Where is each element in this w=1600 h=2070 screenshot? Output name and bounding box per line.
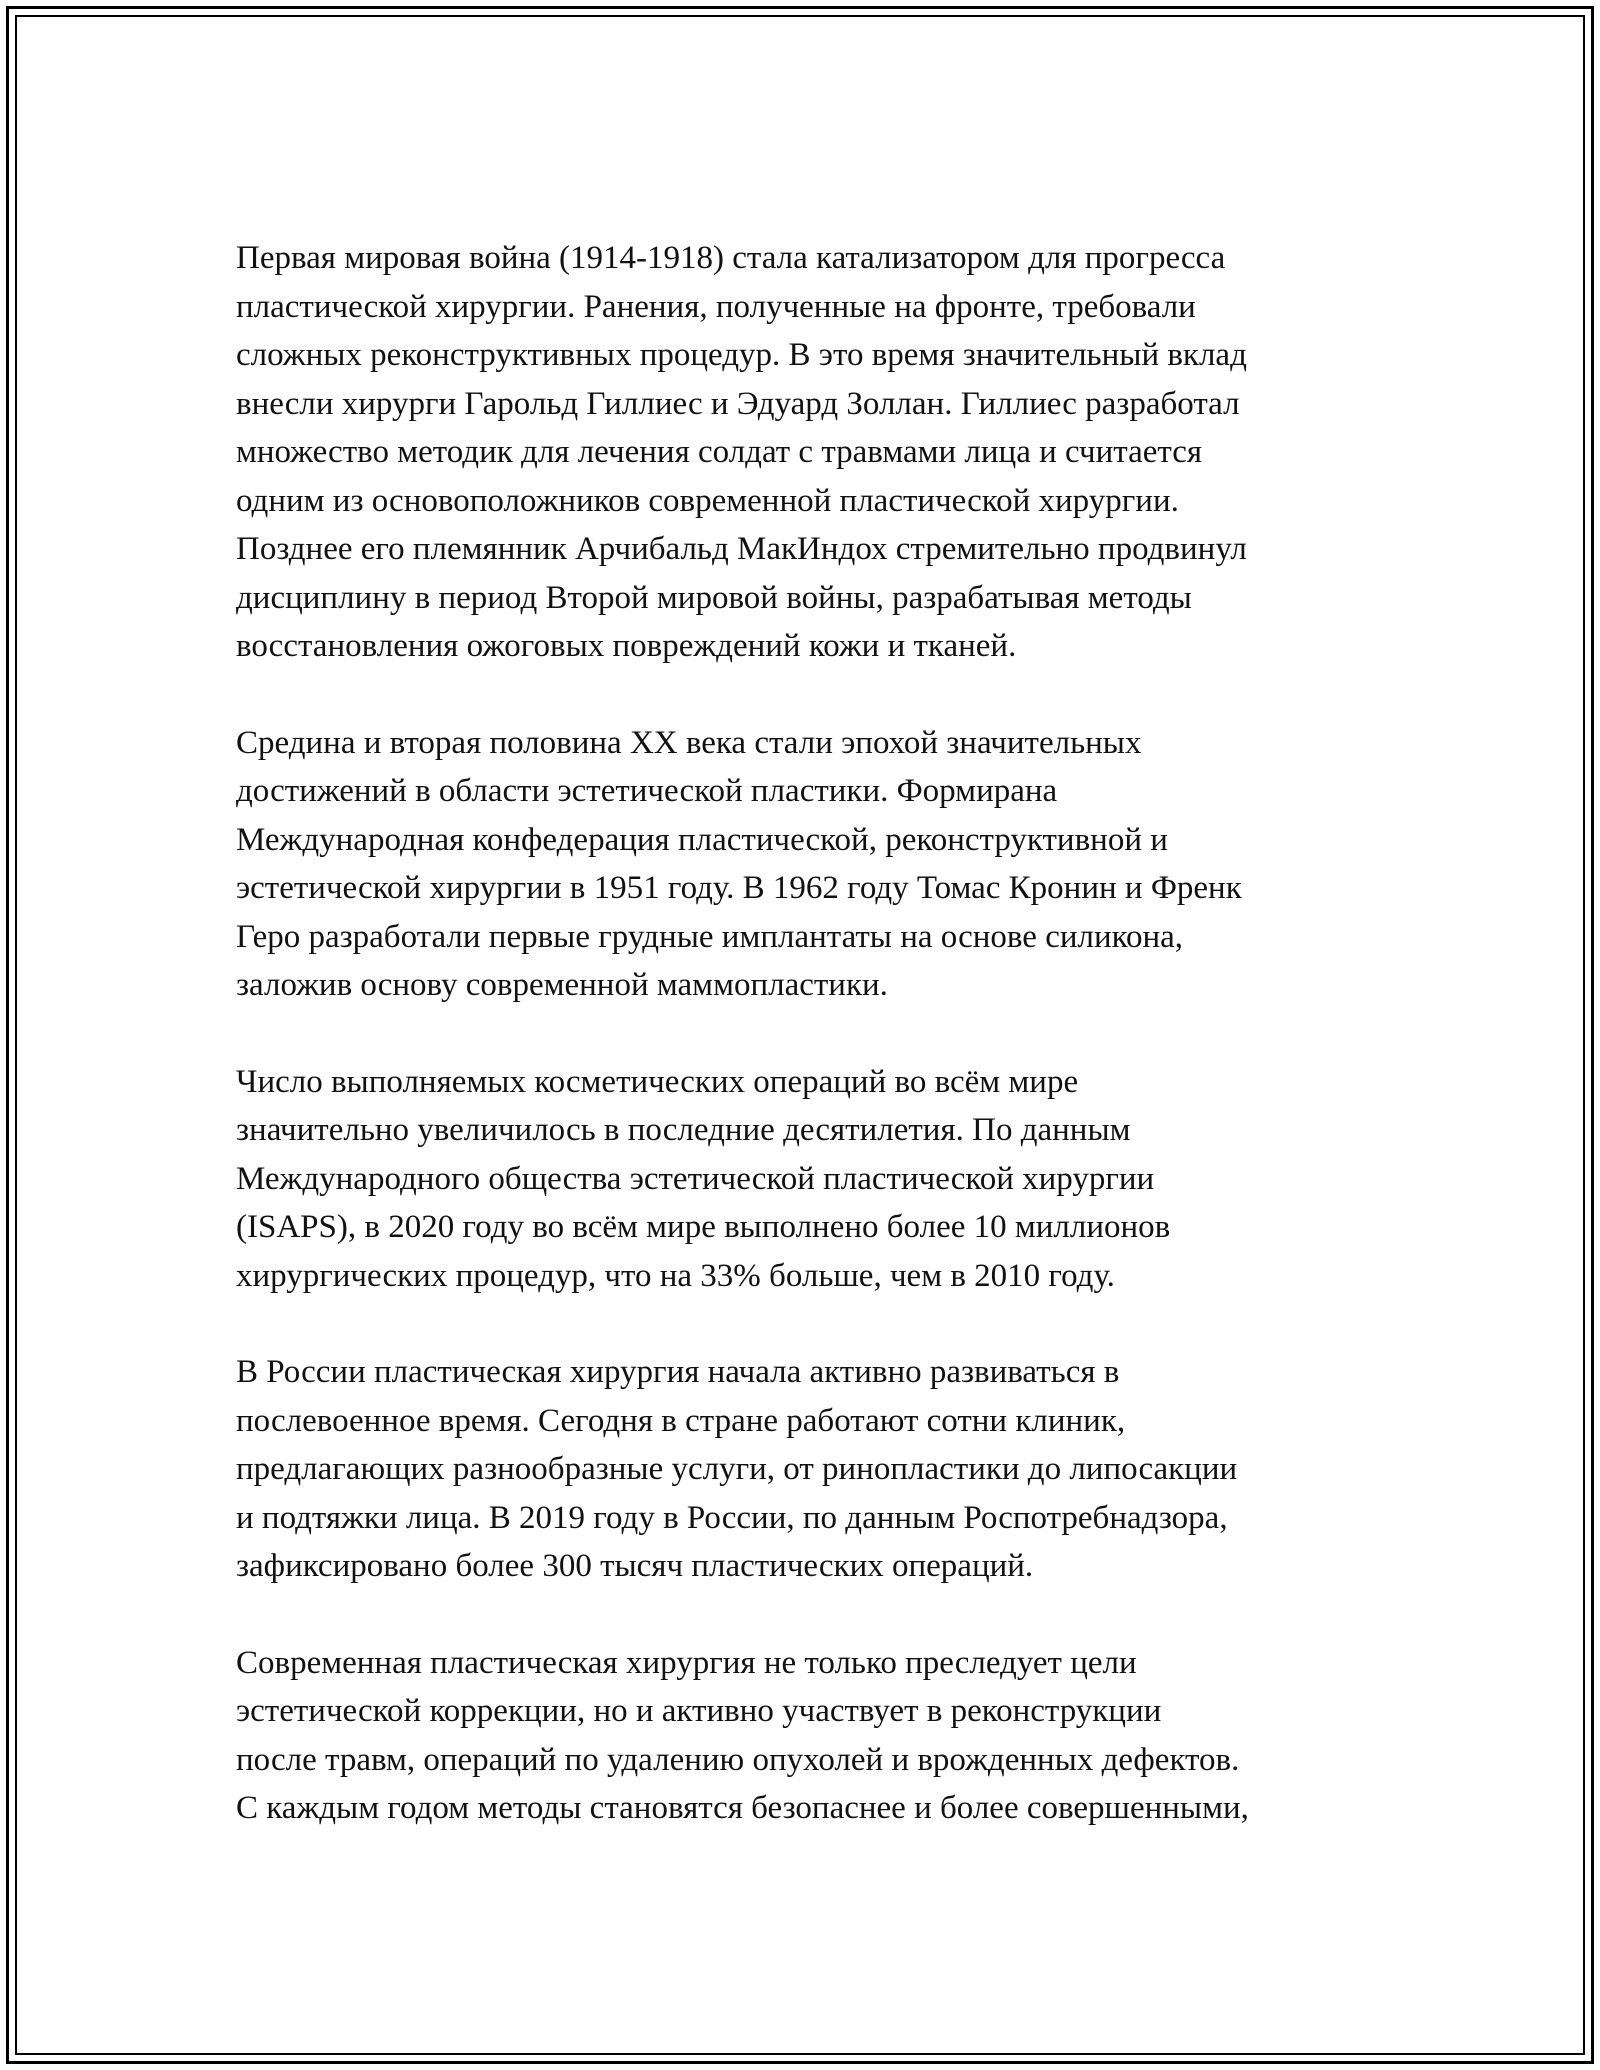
text-line: (ISAPS), в 2020 году во всём мире выполнено более 10 миллионов [236, 1209, 1171, 1245]
text-line: внесли хирурги Гарольд Гиллиес и Эдуард Золлан. Гиллиес разработал [236, 385, 1240, 422]
text-line: и подтяжки лица. В 2019 году в России, по данным Роспотребнадзора, [236, 1499, 1228, 1536]
text-line: эстетической хирургии в 1951 году. В 1962 году Томас Кронин и Френк [236, 870, 1242, 906]
text-line: пластической хирургии. Ранения, полученные на фронте, требовали [236, 288, 1196, 325]
text-line: после травм, операций по удалению опухолей и врожденных дефектов. [236, 1741, 1240, 1778]
paragraph-ww1 [236, 234, 1376, 671]
text-line: заложив основу современной маммопластики. [236, 967, 888, 1003]
text-line: В России пластическая хирургия начала активно развиваться в [236, 1354, 1120, 1390]
text-line: предлагающих разнообразные услуги, от ринопластики до липосакции [236, 1451, 1238, 1487]
paragraph-russia [236, 1348, 1376, 1591]
text-line: хирургических процедур, что на 33% больше, чем в 2010 году. [236, 1257, 1115, 1294]
text-line: Число выполняемых косметических операций во всём мире [236, 1063, 1079, 1100]
text-line: Позднее его племянник Арчибальд МакИндох стремительно продвинул [236, 531, 1247, 567]
text-line: дисциплину в период Второй мировой войны, разрабатывая методы [236, 579, 1192, 616]
text-line: сложных реконструктивных процедур. В это время значительный вклад [236, 337, 1247, 373]
document-body [236, 234, 1376, 1881]
text-line: послевоенное время. Сегодня в стране работают сотни клиник, [236, 1402, 1126, 1439]
text-line: эстетической коррекции, но и активно участвует в реконструкции [236, 1693, 1162, 1729]
paragraph-statistics [236, 1058, 1376, 1301]
text-line: восстановления ожоговых повреждений кожи и тканей. [236, 628, 1017, 664]
text-line: множество методик для лечения солдат с травмами лица и считается [236, 434, 1203, 470]
text-line: Международная конфедерация пластической, реконструктивной и [236, 821, 1168, 858]
text-line: достижений в области эстетической пластики. Формирана [236, 773, 1058, 809]
text-line: Геро разработали первые грудные имплантаты на основе силикона, [236, 918, 1184, 955]
text-line: значительно увеличилось в последние десятилетия. По данным [236, 1112, 1131, 1148]
text-line: зафиксировано более 300 тысяч пластических операций. [236, 1548, 1034, 1584]
paragraph-mid-century [236, 719, 1376, 1010]
text-line: Современная пластическая хирургия не только преследует цели [236, 1644, 1137, 1681]
text-line: Средина и вторая половина XX века стали эпохой значительных [236, 724, 1142, 761]
text-line: С каждым годом методы становятся безопаснее и более совершенными, [236, 1790, 1249, 1826]
text-line: Международного общества эстетической пластической хирургии [236, 1160, 1155, 1197]
paragraph-modern [236, 1639, 1376, 1833]
text-line: одним из основоположников современной пластической хирургии. [236, 482, 1179, 519]
text-line: Первая мировая война (1914-1918) стала катализатором для прогресса [236, 240, 1226, 276]
